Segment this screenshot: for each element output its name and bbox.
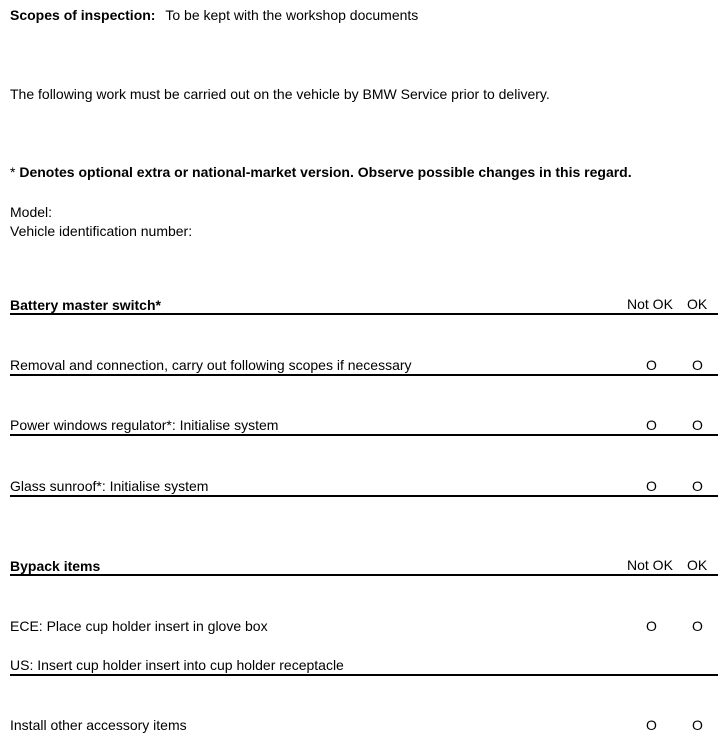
- vin-field: Vehicle identification number:: [10, 223, 193, 239]
- ok-checkbox[interactable]: O: [692, 357, 703, 373]
- inspection-value: To be kept with the workshop documents: [165, 7, 419, 23]
- col-header-not-ok: Not OK: [627, 557, 673, 573]
- item-rule: [10, 374, 718, 376]
- not-ok-checkbox[interactable]: O: [646, 357, 657, 373]
- not-ok-checkbox[interactable]: O: [646, 417, 657, 433]
- col-header-ok: OK: [687, 557, 708, 573]
- not-ok-checkbox[interactable]: O: [646, 478, 657, 494]
- note-text: Denotes optional extra or national-market version. Observe possible changes in this regard.: [19, 164, 632, 180]
- intro-text: The following work must be carried out on the vehicle by BMW Service prior to delivery.: [10, 86, 550, 102]
- item-rule: [10, 674, 718, 676]
- section-rule: [10, 574, 718, 576]
- col-header-ok: OK: [687, 296, 708, 312]
- col-header-not-ok: Not OK: [627, 296, 673, 312]
- check-item-text: ECE: Place cup holder insert in glove box: [10, 618, 268, 634]
- section-title-bypack: Bypack items: [10, 558, 101, 574]
- ok-checkbox[interactable]: O: [692, 717, 703, 733]
- item-rule: [10, 495, 718, 497]
- check-item-text: Removal and connection, carry out following scopes if necessary: [10, 357, 412, 373]
- optional-note: [10, 164, 632, 180]
- not-ok-checkbox[interactable]: O: [646, 618, 657, 634]
- not-ok-checkbox[interactable]: O: [646, 717, 657, 733]
- ok-checkbox[interactable]: O: [692, 618, 703, 634]
- ok-checkbox[interactable]: O: [692, 478, 703, 494]
- note-star: *: [10, 164, 16, 180]
- check-item-text: Power windows regulator*: Initialise system: [10, 417, 279, 433]
- check-item-text: Glass sunroof*: Initialise system: [10, 478, 209, 494]
- check-item-text-secondary: US: Insert cup holder insert into cup holder receptacle: [10, 657, 344, 673]
- inspection-header: [10, 7, 418, 23]
- ok-checkbox[interactable]: O: [692, 417, 703, 433]
- inspection-label: Scopes of inspection:: [10, 7, 156, 23]
- check-item-text: Install other accessory items: [10, 717, 187, 733]
- model-field: Model:: [10, 204, 53, 220]
- item-rule: [10, 434, 718, 436]
- section-title-battery: Battery master switch*: [10, 297, 161, 313]
- section-rule: [10, 313, 718, 315]
